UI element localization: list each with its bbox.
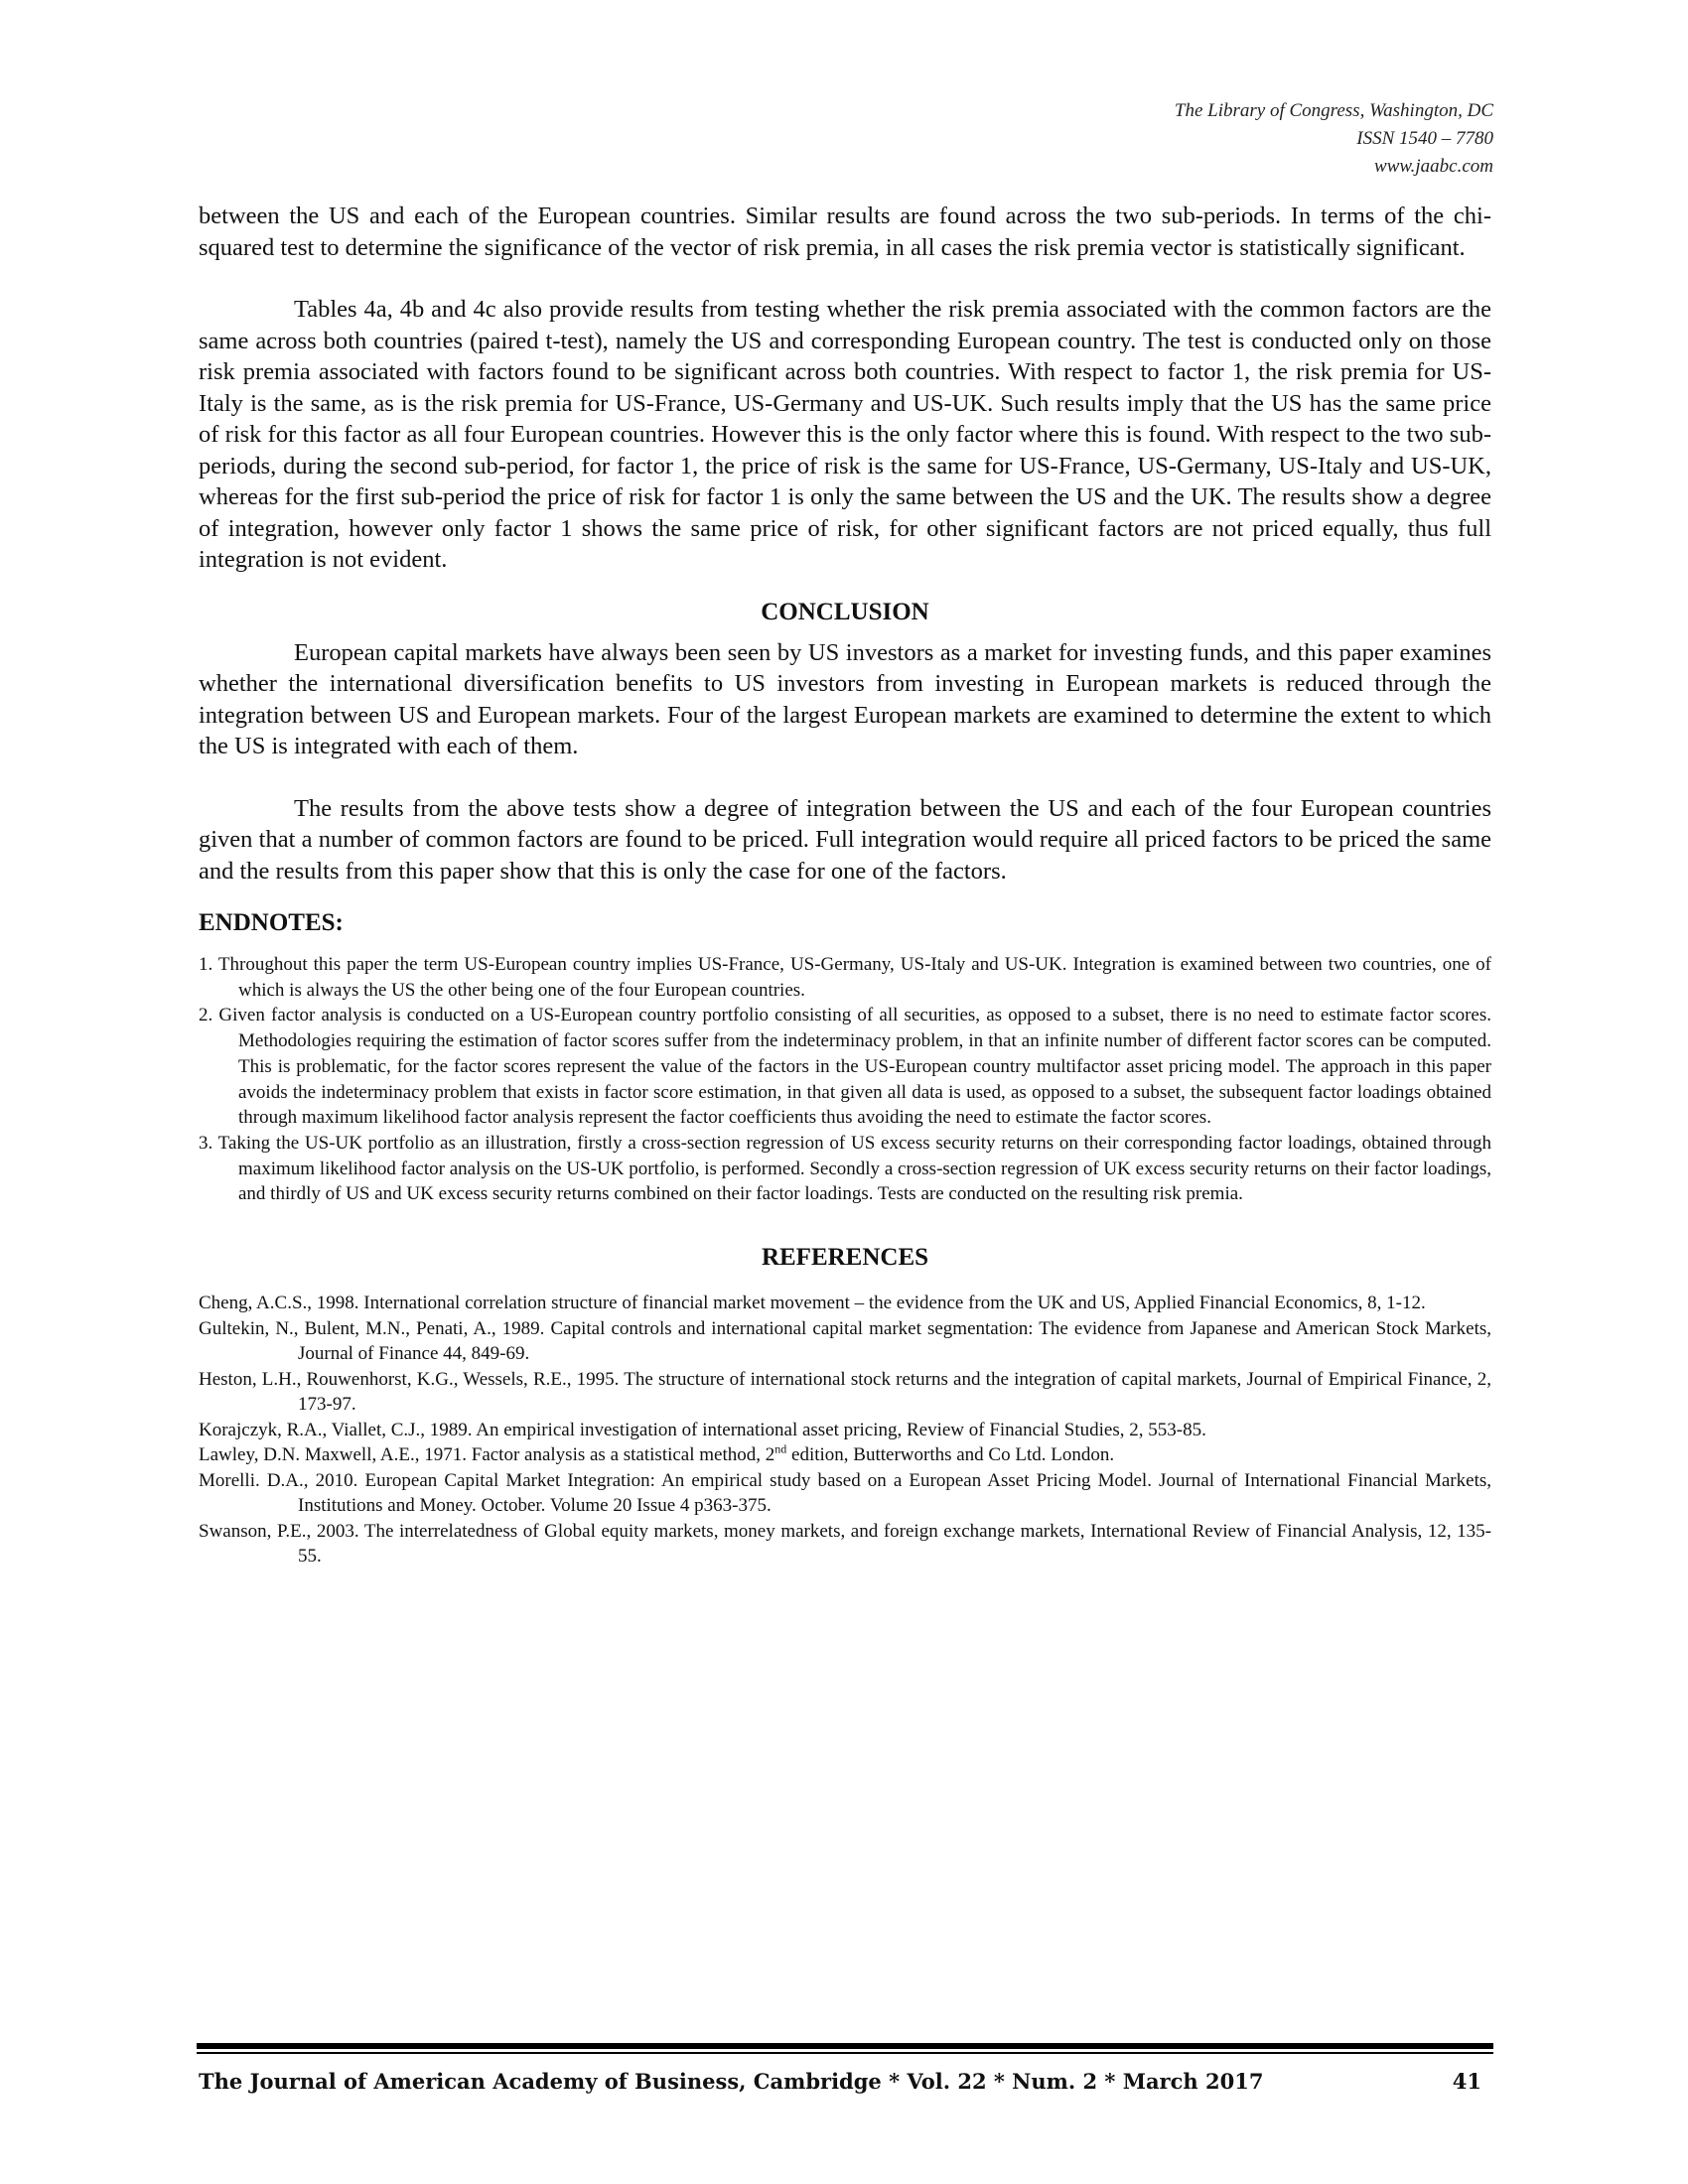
page-number: 41 xyxy=(1452,2069,1481,2094)
footer-rule-thick xyxy=(197,2043,1493,2049)
conclusion-heading: CONCLUSION xyxy=(761,598,929,625)
endnote-2: 2. Given factor analysis is conducted on a US-European country portfolio consisting of all securities, as opposed to a subset, there is no need to estimate factor scores. Methodologies requiring the estimation of factor scores suffer from the indeterminacy problem, in that an infinite number of different factor scores can be computed. This is problematic, for the factor scores represent the value of the factors in the US-European country multifactor asset pricing model. The approach in this paper avoids the indeterminacy problem that exists in factor score estimation, in that given all data is used, as opposed to a subset, the subsequent factor loadings obtained through maximum likelihood factor analysis represent the factor coefficients thus avoiding the need to estimate the factor scores. xyxy=(199,1005,1491,1129)
reference-gultekin: Gultekin, N., Bulent, M.N., Penati, A., 1989. Capital controls and international capital market segmentation: The evidence from Japanese and American Stock Markets, Journal of Finance 44, 849-69. xyxy=(199,1317,1491,1365)
references-list xyxy=(199,1291,1491,1570)
footer-journal-info: The Journal of American Academy of Business, Cambridge * Vol. 22 * Num. 2 * March 2017 xyxy=(199,2069,1264,2094)
header-issn: ISSN 1540 – 7780 xyxy=(1356,128,1493,149)
endnotes-heading: ENDNOTES: xyxy=(199,909,344,936)
reference-swanson: Swanson, P.E., 2003. The interrelatedness of Global equity markets, money markets, and foreign exchange markets, International Review of Financial Analysis, 12, 135-55. xyxy=(199,1520,1491,1568)
reference-lawley-text: Lawley, D.N. Maxwell, A.E., 1971. Factor analysis as a statistical method, 2 xyxy=(199,1444,775,1466)
reference-lawley-text-end: edition, Butterworths and Co Ltd. London. xyxy=(786,1444,1115,1466)
header-library: The Library of Congress, Washington, DC xyxy=(1174,100,1493,121)
references-heading: REFERENCES xyxy=(761,1244,929,1272)
running-header xyxy=(1175,97,1493,181)
reference-cheng: Cheng, A.C.S., 1998. International correlation structure of financial market movement – the evidence from the UK and US, Applied Financial Economics, 8, 1-12. xyxy=(199,1293,1426,1314)
conclusion-paragraph-2: The results from the above tests show a degree of integration between the US and each of the four European countries given that a number of common factors are found to be priced. Full integration would require all priced factors to be priced the same and the results from this paper show that this is only the case for one of the factors. xyxy=(199,794,1491,885)
body-paragraph-1: between the US and each of the European countries. Similar results are found across the two sub-periods. In terms of the chi-squared test to determine the significance of the vector of risk premia, in all cases the risk premia vector is statistically significant. xyxy=(199,203,1491,261)
footer-rule-thin xyxy=(197,2052,1493,2054)
reference-morelli: Morelli. D.A., 2010. European Capital Market Integration: An empirical study based on a European Asset Pricing Model. Journal of International Financial Markets, Institutions and Money. October. Volume 20 Issue 4 p363-375. xyxy=(199,1469,1491,1517)
reference-lawley-superscript: nd xyxy=(774,1441,787,1456)
reference-heston: Heston, L.H., Rouwenhorst, K.G., Wessels, R.E., 1995. The structure of international stock returns and the integration of capital markets, Journal of Empirical Finance, 2, 173-97. xyxy=(199,1368,1491,1416)
body-paragraph-2: Tables 4a, 4b and 4c also provide results from testing whether the risk premia associated with the common factors are the same across both countries (paired t-test), namely the US and corresponding European country. The test is conducted only on those risk premia associated with factors found to be significant across both countries. With respect to factor 1, the risk premia for US-Italy is the same, as is the risk premia for US-France, US-Germany and US-UK. Such results imply that the US has the same price of risk for this factor as all four European countries. However this is the only factor where this is found. With respect to the two sub-periods, during the second sub-period, for factor 1, the price of risk is the same for US-France, US-Germany, US-Italy and US-UK, whereas for the first sub-period the price of risk for factor 1 is only the same between the US and the UK. The results show a degree of integration, however only factor 1 shows the same price of risk, for other significant factors are not priced equally, thus full integration is not evident. xyxy=(199,296,1491,573)
header-website: www.jaabc.com xyxy=(1374,156,1493,177)
conclusion-paragraph-1: European capital markets have always been seen by US investors as a market for investing funds, and this paper examines whether the international diversification benefits to US investors from investing in European markets is reduced through the integration between US and European markets. Four of the largest European markets are examined to determine the extent to which the US is integrated with each of them. xyxy=(199,638,1491,759)
reference-lawley xyxy=(199,1442,1491,1468)
reference-korajczyk: Korajczyk, R.A., Viallet, C.J., 1989. An empirical investigation of international asset pricing, Review of Financial Studies, 2, 553-85. xyxy=(199,1419,1206,1440)
page-body xyxy=(199,201,1491,1570)
endnotes-list xyxy=(199,952,1491,1207)
endnote-3: 3. Taking the US-UK portfolio as an illustration, firstly a cross-section regression of US excess security returns on their corresponding factor loadings, obtained through maximum likelihood factor analysis on the US-UK portfolio, is performed. Secondly a cross-section regression of UK excess security returns on their factor loadings, and thirdly of US and UK excess security returns combined on their factor loadings. Tests are conducted on the resulting risk premia. xyxy=(199,1132,1491,1205)
endnote-1: 1. Throughout this paper the term US-European country implies US-France, US-Germany, US-Italy and US-UK. Integration is examined between two countries, one of which is always the US the other being one of the four European countries. xyxy=(199,954,1491,1001)
